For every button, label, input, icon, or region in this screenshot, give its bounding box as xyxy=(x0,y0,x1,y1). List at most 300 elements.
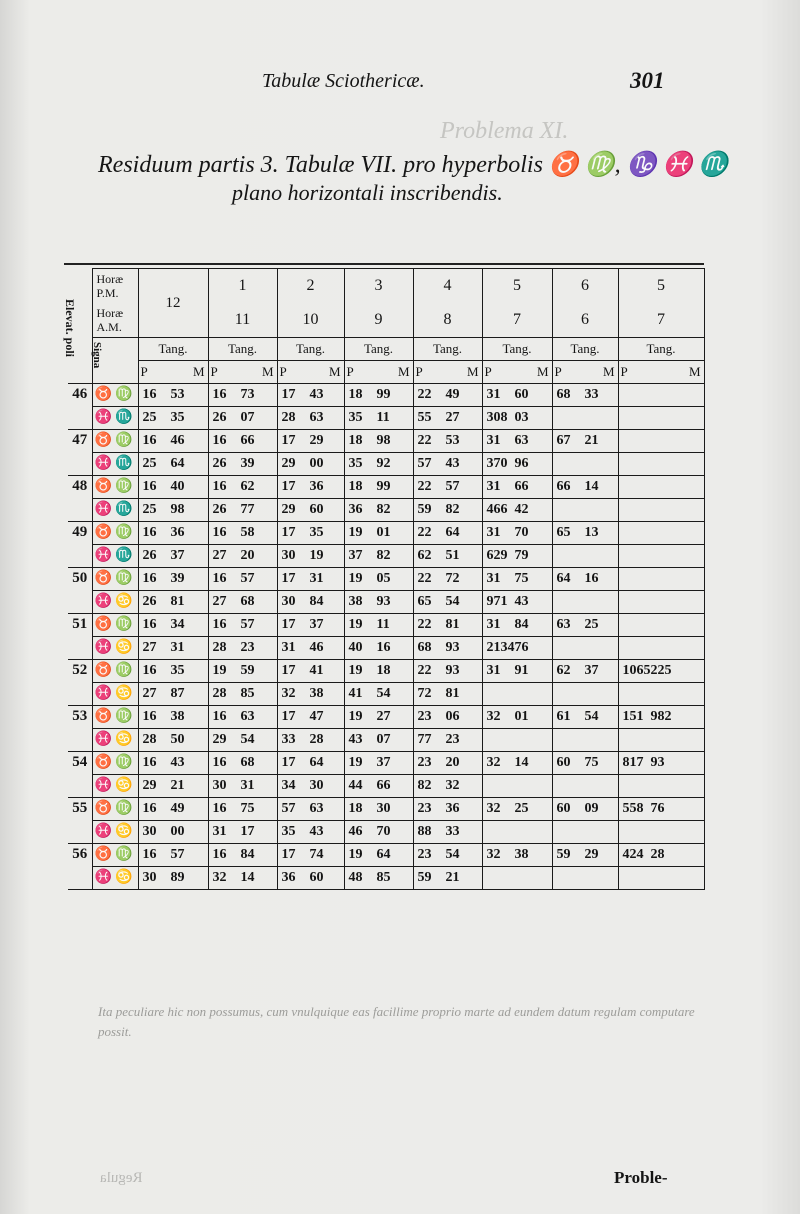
tangent-value-cell xyxy=(618,614,704,637)
degrees-value: 629 xyxy=(486,548,508,563)
tangent-value-cell xyxy=(208,867,277,890)
minutes-value: 93 xyxy=(445,663,460,678)
tangent-value-cell xyxy=(344,706,413,729)
degrees-value: 17 xyxy=(281,571,296,586)
minutes-value: 85 xyxy=(240,686,255,701)
minutes-value: 18 xyxy=(376,663,391,678)
tang-header: Tang. xyxy=(482,338,552,361)
tangent-value-cell xyxy=(208,499,277,522)
table-row xyxy=(68,522,704,545)
degrees-value: 28 xyxy=(212,686,227,701)
degrees-value: 16 xyxy=(212,433,227,448)
hour-header-3: 3 9 xyxy=(344,269,413,338)
hour-header-7: 5 7 xyxy=(618,269,704,338)
tangent-value-cell xyxy=(413,476,482,499)
tangent-value-cell xyxy=(277,568,344,591)
degrees-value: 22 xyxy=(417,571,432,586)
tangent-value-cell xyxy=(208,752,277,775)
minutes-value: 47 xyxy=(309,709,324,724)
tangent-value-cell xyxy=(413,384,482,407)
degrees-value: 38 xyxy=(348,594,363,609)
tangent-value-cell xyxy=(277,798,344,821)
minutes-value: 43 xyxy=(170,755,185,770)
tangent-value-cell xyxy=(344,867,413,890)
minutes-value: 57 xyxy=(170,847,185,862)
minutes-value: 76 xyxy=(514,640,529,655)
horae-am-label: Horæ A.M. xyxy=(96,306,124,334)
tangent-value-cell xyxy=(618,476,704,499)
degrees-value: 32 xyxy=(486,709,501,724)
minutes-value: 59 xyxy=(240,663,255,678)
minutes-value: 70 xyxy=(376,824,391,839)
tangent-value-cell xyxy=(277,706,344,729)
minutes-value: 98 xyxy=(376,433,391,448)
degrees-value: 31 xyxy=(486,387,501,402)
tangent-value-cell xyxy=(482,798,552,821)
zodiac-sign-cell: ♉ ♍ xyxy=(92,706,138,729)
tangent-value-cell xyxy=(413,453,482,476)
minutes-value: 91 xyxy=(514,663,529,678)
show-through-problem-heading: Problema XI. xyxy=(440,118,569,144)
minutes-value: 38 xyxy=(170,709,185,724)
tangent-value-cell xyxy=(482,407,552,430)
minutes-value: 41 xyxy=(309,663,324,678)
tangent-value-cell xyxy=(138,729,208,752)
tangent-value-cell xyxy=(138,476,208,499)
tangent-value-cell xyxy=(552,430,618,453)
minutes-value: 75 xyxy=(514,571,529,586)
tangent-value-cell xyxy=(344,844,413,867)
tangent-value-cell xyxy=(482,545,552,568)
degrees-value: 19 xyxy=(212,663,227,678)
minutes-value: 14 xyxy=(240,870,255,885)
tangent-value-cell xyxy=(277,867,344,890)
degrees-value: 16 xyxy=(142,801,157,816)
minutes-value: 82 xyxy=(376,548,391,563)
minutes-value: 43 xyxy=(514,594,529,609)
degrees-value: 22 xyxy=(417,663,432,678)
tangent-value-cell xyxy=(552,545,618,568)
latitude-label: 46 xyxy=(68,384,92,430)
minutes-value: 07 xyxy=(376,732,391,747)
zodiac-sign-cell: ♉ ♍ xyxy=(92,752,138,775)
tangent-value-cell xyxy=(413,430,482,453)
pm-header: P M xyxy=(138,361,208,384)
minutes-value: 33 xyxy=(445,824,460,839)
degrees-value: 57 xyxy=(281,801,296,816)
degrees-value: 16 xyxy=(212,847,227,862)
degrees-value: 32 xyxy=(486,847,501,862)
tangent-value-cell xyxy=(552,568,618,591)
degrees-value: 17 xyxy=(281,479,296,494)
table-row xyxy=(68,683,704,706)
tangent-value-cell xyxy=(138,499,208,522)
tangent-value-cell xyxy=(552,637,618,660)
degrees-value: 28 xyxy=(212,640,227,655)
tangent-value-cell xyxy=(277,499,344,522)
minutes-value: 43 xyxy=(445,456,460,471)
table-row xyxy=(68,499,704,522)
tangent-value-cell xyxy=(344,407,413,430)
minutes-value: 31 xyxy=(240,778,255,793)
tangent-value-cell xyxy=(618,637,704,660)
minutes-value: 07 xyxy=(240,410,255,425)
degrees-value: 17 xyxy=(281,617,296,632)
tang-header: Tang. xyxy=(552,338,618,361)
tangent-value-cell xyxy=(482,637,552,660)
minutes-value: 42 xyxy=(514,502,529,517)
minutes-value: 36 xyxy=(309,479,324,494)
table-row xyxy=(68,775,704,798)
minutes-value: 35 xyxy=(170,663,185,678)
show-through-bottom-text: Ita peculiare hic non possumus, cum vnulquique eas facillime proprio marte ad eundem datum regulam computare possit. xyxy=(98,1004,695,1039)
degrees-value: 16 xyxy=(142,663,157,678)
degrees-value: 48 xyxy=(348,870,363,885)
degrees-value: 29 xyxy=(212,732,227,747)
tangent-value-cell xyxy=(277,729,344,752)
table-row xyxy=(68,798,704,821)
degrees-value: 17 xyxy=(281,387,296,402)
degrees-value: 57 xyxy=(417,456,432,471)
minutes-value: 05 xyxy=(376,571,391,586)
tangent-value-cell xyxy=(482,729,552,752)
page-number: 301 xyxy=(630,68,665,93)
degrees-value: 424 xyxy=(622,847,644,862)
minutes-value: 64 xyxy=(376,847,391,862)
minutes-value: 54 xyxy=(240,732,255,747)
minutes-value: 75 xyxy=(584,755,599,770)
minutes-value: 31 xyxy=(309,571,324,586)
tangent-value-cell xyxy=(208,729,277,752)
tangent-value-cell xyxy=(208,798,277,821)
degrees-value: 17 xyxy=(281,755,296,770)
tangent-value-cell xyxy=(138,614,208,637)
degrees-value: 28 xyxy=(142,732,157,747)
degrees-value: 59 xyxy=(556,847,571,862)
tangent-value-cell xyxy=(618,660,704,683)
tangent-value-cell xyxy=(618,591,704,614)
tangent-value-cell xyxy=(552,867,618,890)
degrees-value: 25 xyxy=(142,456,157,471)
minutes-value: 75 xyxy=(240,801,255,816)
degrees-value: 2134 xyxy=(486,640,515,655)
degrees-value: 23 xyxy=(417,709,432,724)
minutes-value: 39 xyxy=(170,571,185,586)
minutes-value: 01 xyxy=(514,709,529,724)
table-row xyxy=(68,660,704,683)
tangent-value-cell xyxy=(482,821,552,844)
degrees-value: 72 xyxy=(417,686,432,701)
minutes-value: 84 xyxy=(514,617,529,632)
minutes-value: 77 xyxy=(240,502,255,517)
tangent-value-cell xyxy=(552,476,618,499)
tangent-value-cell xyxy=(413,522,482,545)
tangent-value-cell xyxy=(208,706,277,729)
tangent-value-cell xyxy=(618,453,704,476)
tangent-value-cell xyxy=(208,407,277,430)
minutes-value: 93 xyxy=(650,755,665,770)
degrees-value: 1065 xyxy=(622,663,651,678)
minutes-value: 00 xyxy=(309,456,324,471)
signa-header-cell xyxy=(92,338,138,384)
minutes-value: 63 xyxy=(240,709,255,724)
minutes-value: 66 xyxy=(376,778,391,793)
minutes-value: 23 xyxy=(445,732,460,747)
minutes-value: 64 xyxy=(309,755,324,770)
tangent-value-cell xyxy=(138,637,208,660)
minutes-value: 13 xyxy=(584,525,599,540)
latitude-label: 51 xyxy=(68,614,92,660)
minutes-value: 99 xyxy=(376,387,391,402)
minutes-value: 60 xyxy=(309,502,324,517)
tangent-value-cell xyxy=(482,499,552,522)
minutes-value: 28 xyxy=(650,847,665,862)
tangent-value-cell xyxy=(618,683,704,706)
minutes-value: 68 xyxy=(240,755,255,770)
zodiac-sign-cell: ♉ ♍ xyxy=(92,430,138,453)
zodiac-sign-cell: ♓ ♋ xyxy=(92,637,138,660)
minutes-value: 37 xyxy=(584,663,599,678)
minutes-value: 25 xyxy=(514,801,529,816)
minutes-value: 32 xyxy=(445,778,460,793)
minutes-value: 28 xyxy=(309,732,324,747)
tangent-value-cell xyxy=(482,430,552,453)
tangent-value-cell xyxy=(208,614,277,637)
minutes-value: 29 xyxy=(584,847,599,862)
minutes-value: 60 xyxy=(309,870,324,885)
minutes-value: 46 xyxy=(170,433,185,448)
degrees-value: 30 xyxy=(142,824,157,839)
degrees-value: 16 xyxy=(142,709,157,724)
degrees-value: 22 xyxy=(417,433,432,448)
minutes-value: 68 xyxy=(240,594,255,609)
tangent-value-cell xyxy=(413,637,482,660)
degrees-value: 17 xyxy=(281,847,296,862)
zodiac-sign-cell: ♓ ♏ xyxy=(92,499,138,522)
tangent-value-cell xyxy=(552,522,618,545)
minutes-value: 21 xyxy=(170,778,185,793)
degrees-value: 44 xyxy=(348,778,363,793)
minutes-value: 30 xyxy=(376,801,391,816)
degrees-value: 77 xyxy=(417,732,432,747)
tangent-value-cell xyxy=(277,430,344,453)
degrees-value: 40 xyxy=(348,640,363,655)
minutes-value: 92 xyxy=(376,456,391,471)
degrees-value: 36 xyxy=(348,502,363,517)
tangent-value-cell xyxy=(344,683,413,706)
minutes-value: 84 xyxy=(309,594,324,609)
degrees-value: 35 xyxy=(281,824,296,839)
minutes-value: 63 xyxy=(309,410,324,425)
minutes-value: 64 xyxy=(445,525,460,540)
tangent-value-cell xyxy=(618,407,704,430)
tangent-value-cell xyxy=(208,476,277,499)
minutes-value: 98 xyxy=(170,502,185,517)
degrees-value: 41 xyxy=(348,686,363,701)
table-row xyxy=(68,430,704,453)
minutes-value: 93 xyxy=(376,594,391,609)
minutes-value: 39 xyxy=(240,456,255,471)
degrees-value: 16 xyxy=(142,571,157,586)
tangent-value-cell xyxy=(552,407,618,430)
degrees-value: 31 xyxy=(486,479,501,494)
pm-header: P M xyxy=(208,361,277,384)
show-through-catchword: Regula xyxy=(100,1170,143,1186)
degrees-value: 17 xyxy=(281,525,296,540)
tangent-value-cell xyxy=(552,775,618,798)
degrees-value: 26 xyxy=(212,410,227,425)
tangent-value-cell xyxy=(277,821,344,844)
degrees-value: 25 xyxy=(142,410,157,425)
degrees-value: 26 xyxy=(212,502,227,517)
tang-header: Tang. xyxy=(413,338,482,361)
degrees-value: 27 xyxy=(142,640,157,655)
minutes-value: 57 xyxy=(240,571,255,586)
tangent-value-cell xyxy=(618,729,704,752)
degrees-value: 63 xyxy=(556,617,571,632)
zodiac-sign-cell: ♉ ♍ xyxy=(92,844,138,867)
minutes-value: 11 xyxy=(376,410,390,425)
tangent-value-cell xyxy=(277,683,344,706)
tangent-value-cell xyxy=(344,821,413,844)
zodiac-sign-cell: ♓ ♋ xyxy=(92,775,138,798)
degrees-value: 22 xyxy=(417,525,432,540)
tangent-value-cell xyxy=(208,545,277,568)
minutes-value: 21 xyxy=(584,433,599,448)
tangent-value-cell xyxy=(277,775,344,798)
degrees-value: 26 xyxy=(142,594,157,609)
tangent-value-cell xyxy=(344,568,413,591)
minutes-value: 81 xyxy=(445,617,460,632)
degrees-value: 27 xyxy=(212,548,227,563)
degrees-value: 370 xyxy=(486,456,508,471)
degrees-value: 18 xyxy=(348,801,363,816)
degrees-value: 32 xyxy=(486,755,501,770)
minutes-value: 66 xyxy=(514,479,529,494)
tangent-value-cell xyxy=(138,660,208,683)
tangent-value-cell xyxy=(138,407,208,430)
degrees-value: 971 xyxy=(486,594,508,609)
tangent-value-cell xyxy=(344,660,413,683)
degrees-value: 23 xyxy=(417,847,432,862)
hour-header-2: 2 10 xyxy=(277,269,344,338)
minutes-value: 99 xyxy=(376,479,391,494)
degrees-value: 16 xyxy=(142,755,157,770)
minutes-value: 20 xyxy=(445,755,460,770)
minutes-value: 89 xyxy=(170,870,185,885)
degrees-value: 22 xyxy=(417,479,432,494)
tangent-value-cell xyxy=(482,660,552,683)
tangent-value-cell xyxy=(138,568,208,591)
minutes-value: 57 xyxy=(445,479,460,494)
tangent-value-cell xyxy=(344,591,413,614)
latitude-label: 52 xyxy=(68,660,92,706)
tangent-value-cell xyxy=(618,798,704,821)
tangent-value-cell xyxy=(618,844,704,867)
degrees-value: 19 xyxy=(348,847,363,862)
horae-pm-label: Horæ P.M. xyxy=(96,272,124,300)
degrees-value: 64 xyxy=(556,571,571,586)
minutes-value: 20 xyxy=(240,548,255,563)
minutes-value: 57 xyxy=(240,617,255,632)
degrees-value: 19 xyxy=(348,663,363,678)
degrees-value: 30 xyxy=(142,870,157,885)
top-rule xyxy=(64,263,704,265)
tangent-value-cell xyxy=(208,522,277,545)
tangent-value-cell xyxy=(413,683,482,706)
tangent-value-cell xyxy=(618,522,704,545)
minutes-value: 38 xyxy=(514,847,529,862)
latitude-label: 48 xyxy=(68,476,92,522)
degrees-value: 37 xyxy=(348,548,363,563)
minutes-value: 01 xyxy=(376,525,391,540)
zodiac-sign-cell: ♓ ♋ xyxy=(92,591,138,614)
tangent-value-cell xyxy=(208,775,277,798)
tangent-value-cell xyxy=(552,729,618,752)
degrees-value: 19 xyxy=(348,617,363,632)
minutes-value: 87 xyxy=(170,686,185,701)
tangent-value-cell xyxy=(277,614,344,637)
degrees-value: 19 xyxy=(348,755,363,770)
minutes-value: 37 xyxy=(309,617,324,632)
tangent-value-cell xyxy=(482,867,552,890)
minutes-value: 27 xyxy=(445,410,460,425)
tangent-value-cell xyxy=(277,637,344,660)
degrees-value: 151 xyxy=(622,709,644,724)
minutes-value: 14 xyxy=(584,479,599,494)
table-row xyxy=(68,614,704,637)
degrees-value: 30 xyxy=(212,778,227,793)
degrees-value: 62 xyxy=(556,663,571,678)
minutes-value: 35 xyxy=(170,410,185,425)
tangent-value-cell xyxy=(618,775,704,798)
degrees-value: 29 xyxy=(281,502,296,517)
pm-header: P M xyxy=(277,361,344,384)
minutes-value: 27 xyxy=(376,709,391,724)
tangent-value-cell xyxy=(344,476,413,499)
degrees-value: 16 xyxy=(212,709,227,724)
degrees-value: 23 xyxy=(417,801,432,816)
zodiac-sign-cell: ♓ ♋ xyxy=(92,729,138,752)
tangent-value-cell xyxy=(344,614,413,637)
degrees-value: 68 xyxy=(417,640,432,655)
minutes-value: 53 xyxy=(170,387,185,402)
minutes-value: 09 xyxy=(584,801,599,816)
tangent-value-cell xyxy=(618,752,704,775)
tangent-value-cell xyxy=(618,867,704,890)
pm-header: P M xyxy=(552,361,618,384)
tangent-value-cell xyxy=(482,568,552,591)
tangent-value-cell xyxy=(482,614,552,637)
pm-header: P M xyxy=(482,361,552,384)
tangent-value-cell xyxy=(618,706,704,729)
minutes-value: 35 xyxy=(309,525,324,540)
minutes-value: 11 xyxy=(376,617,390,632)
tangent-value-cell xyxy=(552,798,618,821)
degrees-value: 16 xyxy=(212,755,227,770)
tangent-value-cell xyxy=(277,752,344,775)
degrees-value: 35 xyxy=(348,410,363,425)
minutes-value: 36 xyxy=(170,525,185,540)
tangent-value-cell xyxy=(138,683,208,706)
hour-header-6: 6 6 xyxy=(552,269,618,338)
tangent-value-cell xyxy=(138,752,208,775)
tangent-value-cell xyxy=(344,637,413,660)
tangent-value-cell xyxy=(552,706,618,729)
tangent-value-cell xyxy=(552,752,618,775)
tangent-value-cell xyxy=(344,499,413,522)
minutes-value: 73 xyxy=(240,387,255,402)
